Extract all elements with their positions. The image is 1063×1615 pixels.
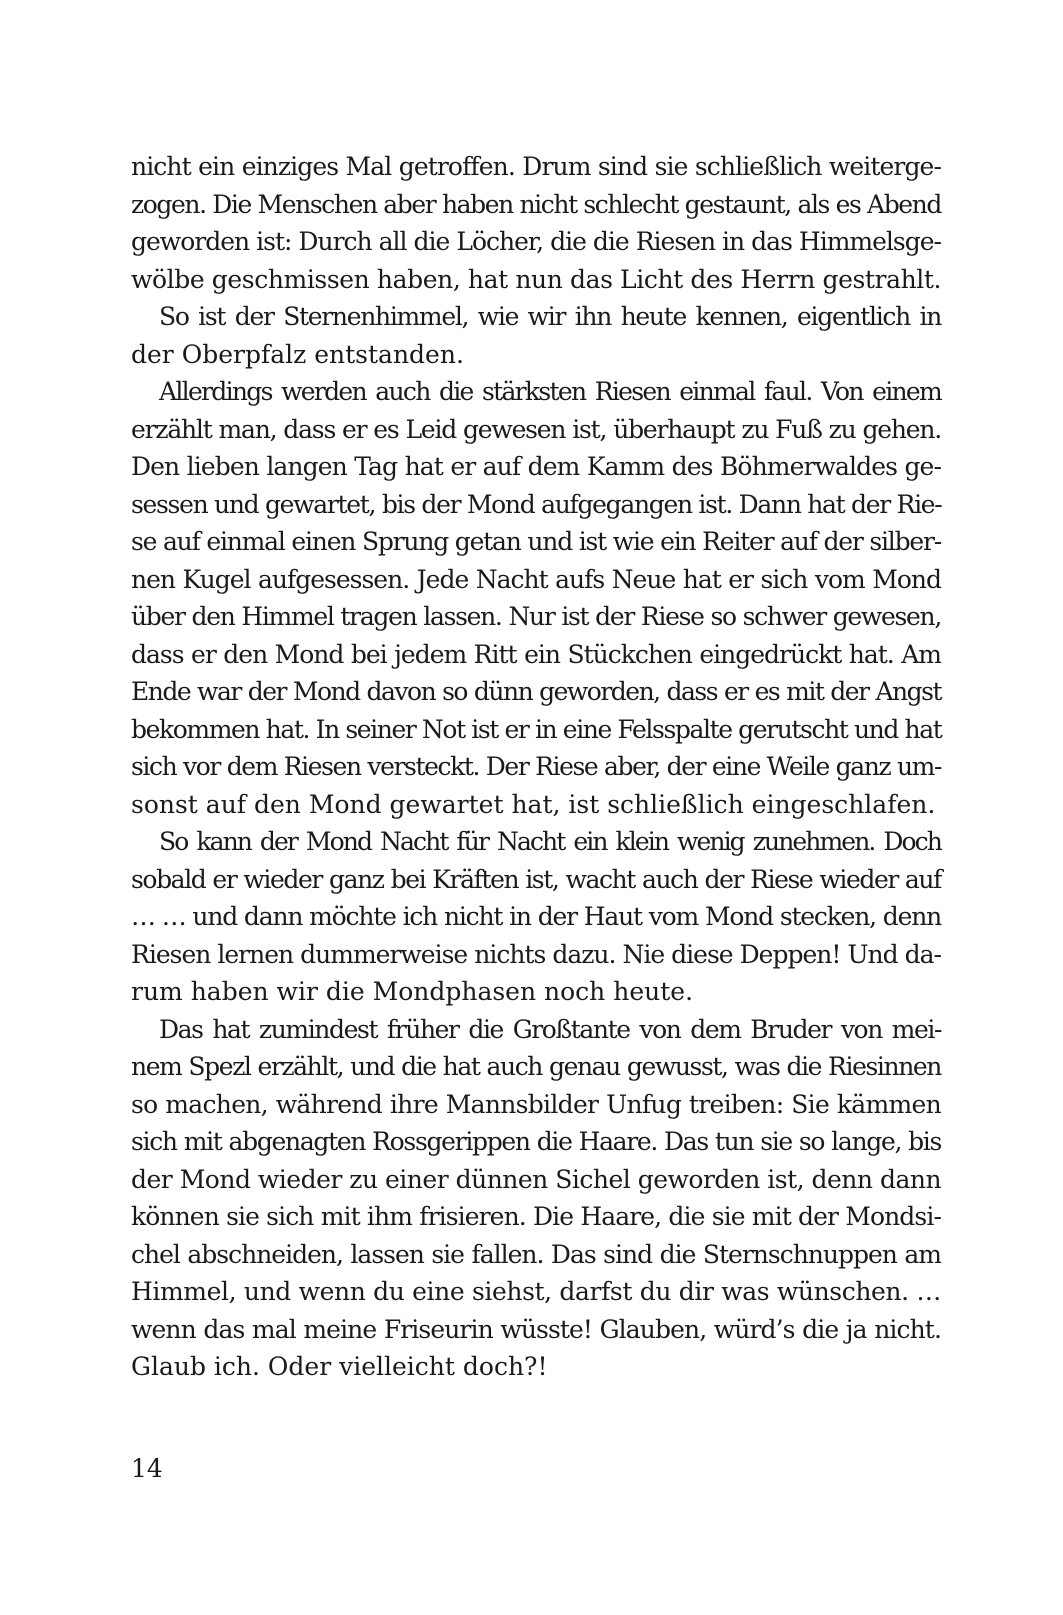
paragraph-2 (131, 298, 941, 373)
paragraph-5 (131, 1011, 941, 1386)
text-line: so machen, während ihre Mannsbilder Unfug treiben: Sie kämmen (131, 1089, 941, 1119)
body-text (131, 148, 941, 1386)
text-line: sonst auf den Mond gewartet hat, ist schließlich eingeschlafen. (131, 789, 936, 819)
text-line: Allerdings werden auch die stärksten Riesen einmal faul. Von einem (159, 377, 941, 406)
text-line: wölbe geschmissen haben, hat nun das Licht des Herrn gestrahlt. (131, 264, 942, 294)
text-line: sessen und gewartet, bis der Mond aufgegangen ist. Dann hat der Rie- (131, 489, 942, 519)
text-line: der Mond wieder zu einer dünnen Sichel geworden ist, denn dann (131, 1164, 942, 1194)
text-line: Glaub ich. Oder vielleicht doch?! (131, 1352, 548, 1381)
text-line: geworden ist: Durch all die Löcher, die die Riesen in das Himmelsge- (131, 227, 941, 256)
text-line: der Oberpfalz entstanden. (131, 339, 464, 369)
text-line: dass er den Mond bei jedem Ritt ein Stückchen eingedrückt hat. Am (131, 639, 941, 669)
text-line: So ist der Sternenhimmel, wie wir ihn heute kennen, eigentlich in (159, 302, 941, 331)
text-line: wenn das mal meine Friseurin wüsste! Glauben, würd’s die ja nicht. (131, 1314, 941, 1344)
text-line: über den Himmel tragen lassen. Nur ist der Riese so schwer gewesen, (131, 602, 941, 631)
text-line: Das hat zumindest früher die Großtante von dem Bruder von mei- (159, 1014, 941, 1044)
text-line: nem Spezl erzählt, und die hat auch genau gewusst, was die Riesinnen (131, 1052, 941, 1081)
text-line: se auf einmal einen Sprung getan und ist wie ein Reiter auf der silber- (131, 527, 942, 556)
paragraph-1 (131, 148, 941, 298)
text-line: nen Kugel aufgesessen. Jede Nacht aufs Neue hat er sich vom Mond (131, 564, 941, 594)
text-line: zogen. Die Menschen aber haben nicht schlecht gestaunt, als es Abend (131, 189, 941, 219)
text-line: Himmel, und wenn du eine siehst, darfst du dir was wünschen. … (131, 1277, 941, 1306)
text-line: Ende war der Mond davon so dünn geworden, dass er es mit der Angst (131, 677, 941, 706)
text-line: sobald er wieder ganz bei Kräften ist, wacht auch der Riese wieder auf (131, 864, 941, 894)
text-line: sich mit abgenagten Rossgerippen die Haare. Das tun sie so lange, bis (131, 1127, 941, 1156)
text-line: können sie sich mit ihm frisieren. Die Haare, die sie mit der Mondsi- (131, 1202, 941, 1231)
text-line: chel abschneiden, lassen sie fallen. Das sind die Sternschnuppen am (131, 1239, 941, 1269)
text-line: … … und dann möchte ich nicht in der Haut vom Mond stecken, denn (131, 902, 941, 931)
text-line: sich vor dem Riesen versteckt. Der Riese aber, der eine Weile ganz um- (131, 752, 941, 781)
text-line: nicht ein einziges Mal getroffen. Drum sind sie schließlich weiterge- (131, 152, 941, 181)
paragraph-3 (131, 373, 941, 823)
text-line: Riesen lernen dummerweise nichts dazu. Nie diese Deppen! Und da- (131, 939, 941, 969)
text-line: erzählt man, dass er es Leid gewesen ist, überhaupt zu Fuß zu gehen. (131, 414, 941, 444)
text-line: rum haben wir die Mondphasen noch heute. (131, 977, 694, 1006)
text-line: Den lieben langen Tag hat er auf dem Kamm des Böhmerwaldes ge- (131, 452, 941, 481)
page-number: 14 (131, 1454, 163, 1483)
text-line: bekommen hat. In seiner Not ist er in eine Felsspalte gerutscht und hat (131, 714, 942, 744)
paragraph-4 (131, 823, 941, 1011)
text-line: So kann der Mond Nacht für Nacht ein klein wenig zunehmen. Doch (159, 827, 941, 856)
